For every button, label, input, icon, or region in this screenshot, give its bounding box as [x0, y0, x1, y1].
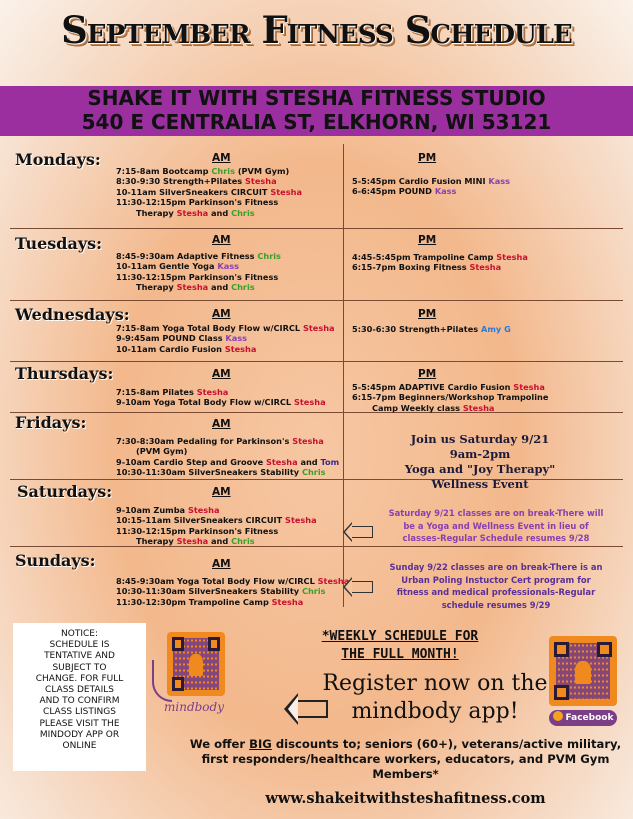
class-entry: 6-6:45pm POUND Kass [352, 186, 457, 197]
instructor-name: Stesha [196, 387, 229, 397]
class-entry: 8:45-9:30am Adaptive Fitness Chris [116, 251, 281, 261]
row-divider [10, 228, 623, 229]
instructor-name: Stesha [266, 456, 298, 467]
pm-header: PM [418, 152, 437, 164]
class-list [116, 251, 281, 293]
class-entry: 10-11am SilverSneakers CIRCUIT Stesha [116, 186, 302, 197]
am-header: AM [212, 368, 231, 380]
class-entry: Therapy Stesha and Chris [136, 536, 255, 547]
class-list [116, 576, 349, 607]
instructor-name: Stesha [176, 536, 209, 547]
class-entry: (PVM Gym) [136, 446, 188, 457]
class-entry: 9-9:45am POUND Class Kass [116, 333, 248, 344]
am-header: AM [212, 558, 231, 570]
row-divider [10, 300, 623, 301]
class-list [116, 505, 317, 547]
am-header: AM [212, 418, 231, 430]
sunday-break-notice: Sunday 9/22 classes are on break-There is an Urban Poling Instuctor Cert program for fitness and medical professionals-Regular schedule resumes 9/29 [389, 562, 603, 610]
class-list [352, 324, 511, 334]
instructor-name: Stesha [469, 262, 502, 273]
class-entry: 11:30-12:15pm Parkinson's Fitness [116, 525, 279, 536]
class-list [116, 323, 335, 354]
am-header: AM [212, 486, 231, 498]
class-entry: Therapy Stesha and Chris [136, 282, 255, 293]
pm-header: PM [418, 368, 437, 380]
instructor-name: Stesha [496, 252, 528, 262]
register-callout: Register now on the mindbody app! [322, 671, 548, 724]
class-entry: Therapy Stesha and Chris [136, 207, 255, 218]
class-entry: 8:30-9:30 Strength+Pilates Stesha [116, 176, 277, 187]
instructor-name: Stesha [224, 343, 257, 354]
class-list [116, 387, 326, 408]
am-header: AM [212, 234, 231, 246]
class-entry: 10:15-11am SilverSneakers CIRCUIT Stesha [116, 515, 317, 526]
day-label-mondays: Mondays: [15, 150, 101, 169]
class-entry: 7:15-8am Yoga Total Body Flow w/CIRCL Stesha [116, 323, 335, 333]
day-label-tuesdays: Tuesdays: [15, 234, 103, 253]
mindbody-logo-text: mindbody [164, 700, 224, 714]
instructor-name: Stesha [187, 505, 220, 515]
class-entry: 10-11am Gentle Yoga Kass [116, 261, 239, 272]
day-label-wednesdays: Wednesdays: [15, 305, 130, 324]
class-entry: 5-5:45pm ADAPTIVE Cardio Fusion Stesha [352, 382, 545, 392]
instructor-name: Stesha [176, 282, 209, 293]
instructor-name: Kass [217, 261, 239, 272]
instructor-name: Stesha [302, 323, 335, 333]
class-entry: 7:15-8am Pilates Stesha [116, 387, 229, 397]
class-entry: 7:30-8:30am Pedaling for Parkinson's Stesha [116, 436, 324, 446]
instructor-name: Stesha [294, 397, 326, 408]
curved-arrow-icon [152, 660, 172, 702]
class-entry: Camp Weekly class Stesha [372, 402, 495, 413]
pm-header: PM [418, 308, 437, 320]
instructor-name: Stesha [285, 515, 317, 526]
class-entry: 9-10am Cardio Step and Groove Stesha and Tom [116, 456, 340, 467]
class-entry: 4:45-5:45pm Trampoline Camp Stesha [352, 252, 528, 262]
instructor-name: Tom [320, 456, 340, 467]
instructor-name: Stesha [271, 596, 304, 607]
instructor-name: Stesha [462, 402, 495, 413]
class-entry: 8:45-9:30am Yoga Total Body Flow w/CIRCL Stesha [116, 576, 350, 586]
class-entry: 6:15-7pm Boxing Fitness Stesha [352, 262, 502, 273]
mindbody-qr-code-icon[interactable] [167, 632, 225, 696]
class-entry: 5-5:45pm Cardio Fusion MINI Kass [352, 176, 510, 186]
instructor-name: Chris [231, 282, 255, 293]
instructor-name: Chris [211, 166, 235, 176]
day-label-fridays: Fridays: [15, 413, 87, 432]
class-entry: 11:30-12:30pm Trampoline Camp Stesha [116, 596, 304, 607]
am-header: AM [212, 308, 231, 320]
class-list [116, 166, 302, 218]
like-icon [553, 711, 563, 721]
instructor-name: Stesha [176, 207, 209, 218]
class-entry: 10:30-11:30am SilverSneakers Stability Chris [116, 467, 326, 478]
instructor-name: Stesha [317, 576, 350, 586]
instructor-name: Chris [231, 536, 255, 547]
day-label-thursdays: Thursdays: [15, 364, 114, 383]
studio-banner [0, 86, 633, 136]
class-list [352, 382, 548, 413]
instructor-name: Kass [434, 186, 457, 197]
wellness-event: Join us Saturday 9/21 9am-2pm Yoga and "Joy Therapy" Wellness Event [404, 432, 556, 491]
class-entry: 10-11am Cardio Fusion Stesha [116, 343, 257, 354]
schedule-notice: NOTICE: SCHEDULE IS TENTATIVE AND SUBJECT TO CHANGE. FOR FULL CLASS DETAILS AND TO CONFIRM CLASS LISTINGS PLEASE VISIT THE MINDODY APP OR ONLINE [13, 623, 146, 771]
class-entry: 11:30-12:15pm Parkinson's Fitness [116, 197, 279, 208]
class-entry: 9-10am Yoga Total Body Flow w/CIRCL Stesha [116, 397, 326, 408]
pm-header: PM [418, 234, 437, 246]
studio-name: SHAKE IT WITH STESHA FITNESS STUDIO [87, 86, 546, 110]
instructor-name: Stesha [270, 186, 302, 197]
instructor-name: Chris [301, 467, 326, 478]
day-label-saturdays: Saturdays: [17, 482, 113, 501]
instructor-name: Stesha [513, 382, 545, 392]
class-list [352, 176, 510, 197]
website-link[interactable]: www.shakeitwithsteshafitness.com [265, 790, 546, 807]
instructor-name: Stesha [245, 176, 277, 187]
facebook-qr-code-icon[interactable] [549, 636, 617, 706]
am-header: AM [212, 152, 231, 164]
day-label-sundays: Sundays: [15, 551, 96, 570]
class-entry: 9-10am Zumba Stesha [116, 505, 220, 515]
instructor-name: Chris [231, 207, 255, 218]
studio-address: 540 E CENTRALIA ST, ELKHORN, WI 53121 [81, 110, 552, 134]
instructor-name: Chris [301, 586, 326, 597]
instructor-name: Amy G [481, 324, 511, 334]
weekly-schedule-note: *WEEKLY SCHEDULE FOR THE FULL MONTH! [321, 629, 479, 662]
class-list [116, 436, 339, 478]
instructor-name: Chris [257, 251, 281, 261]
row-divider [10, 361, 623, 362]
discount-info: We offer BIG discounts to; seniors (60+), veterans/active military, first responders/healthcare workers, educators, and PVM Gym Members* [189, 737, 622, 781]
class-entry: 11:30-12:15pm Parkinson's Fitness [116, 271, 279, 282]
class-list [352, 252, 528, 273]
instructor-name: Stesha [292, 436, 324, 446]
class-entry: 6:15-7pm Beginners/Workshop Trampoline [352, 392, 549, 403]
class-entry: 10:30-11:30am SilverSneakers Stability Chris [116, 586, 326, 597]
instructor-name: Kass [488, 176, 510, 186]
instructor-name: Kass [225, 333, 248, 344]
page-title: September Fitness Schedule [61, 8, 572, 52]
class-entry: 7:15-8am Bootcamp Chris (PVM Gym) [116, 166, 290, 176]
facebook-button[interactable]: Facebook [549, 710, 617, 726]
saturday-break-notice: Saturday 9/21 classes are on break-There will be a Yoga and Wellness Event in lieu of classes-Regular Schedule resumes 9/28 [388, 508, 604, 543]
class-entry: 5:30-6:30 Strength+Pilates Amy G [352, 324, 511, 334]
